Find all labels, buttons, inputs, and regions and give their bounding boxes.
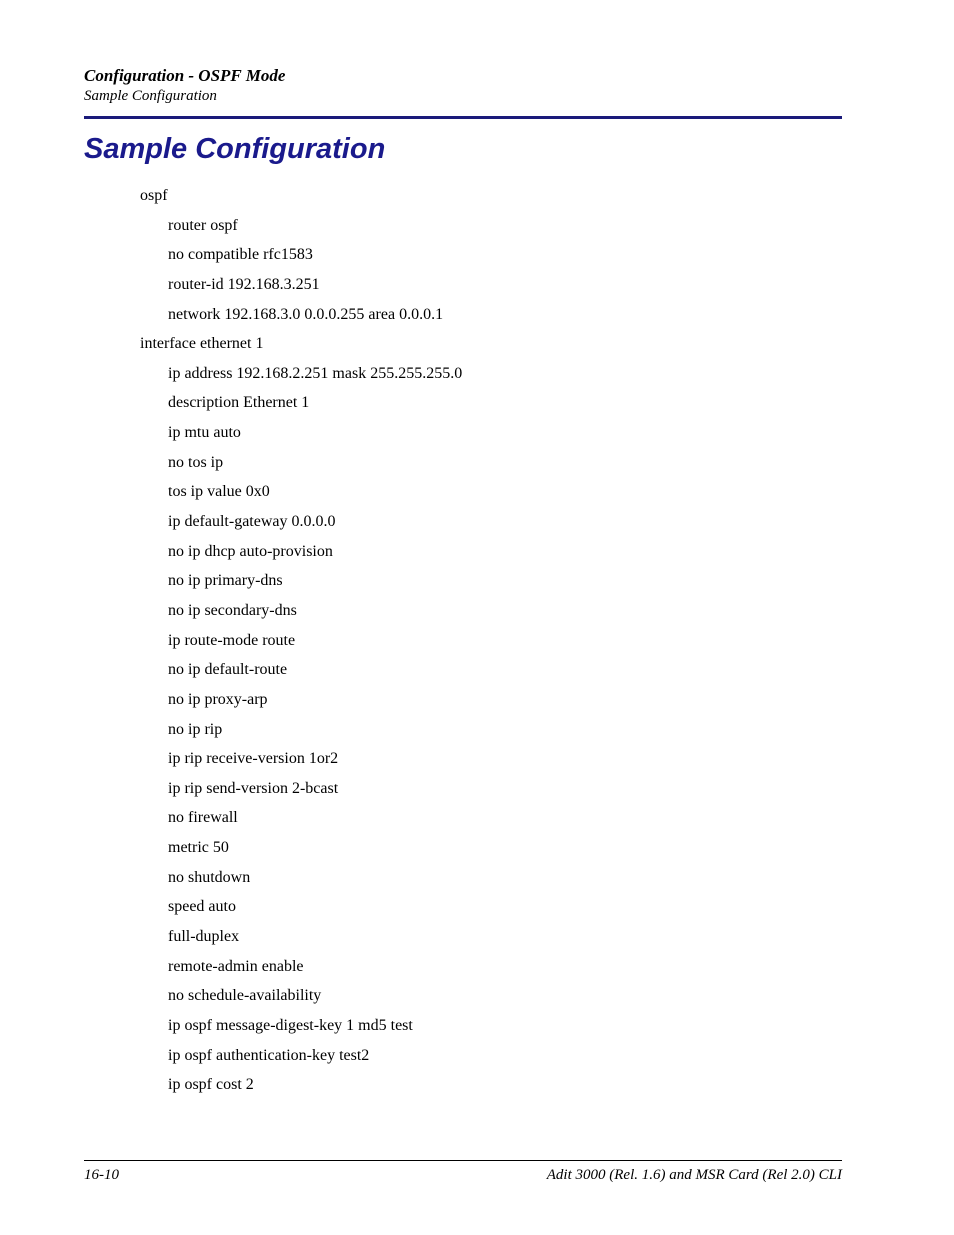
document-title: Adit 3000 (Rel. 1.6) and MSR Card (Rel 2.0) CLI — [546, 1167, 842, 1183]
config-line: full-duplex — [168, 928, 240, 946]
config-line: ip address 192.168.2.251 mask 255.255.255.0 — [168, 364, 463, 382]
config-line: no shutdown — [168, 868, 251, 886]
config-line: speed auto — [168, 898, 236, 916]
config-line: ip rip receive-version 1or2 — [168, 750, 339, 768]
config-line: router-id 192.168.3.251 — [168, 275, 320, 293]
config-line: no ip primary-dns — [168, 572, 283, 590]
config-listing — [0, 181, 954, 1100]
config-line: no ip rip — [168, 720, 223, 738]
config-line: no tos ip — [168, 453, 224, 471]
config-line: no firewall — [168, 809, 238, 827]
header-divider — [84, 116, 842, 119]
config-line: no schedule-availability — [168, 987, 322, 1005]
section-subtitle: Sample Configuration — [84, 88, 217, 104]
config-line: no ip secondary-dns — [168, 601, 297, 619]
footer-divider — [84, 1160, 842, 1161]
config-line: ip ospf message-digest-key 1 md5 test — [168, 1016, 413, 1034]
config-line: ip mtu auto — [168, 424, 241, 442]
config-line: ip ospf authentication-key test2 — [168, 1046, 370, 1064]
config-line: no ip dhcp auto-provision — [168, 542, 333, 560]
config-line: ip default-gateway 0.0.0.0 — [168, 513, 336, 531]
config-line: no ip default-route — [168, 661, 288, 679]
config-line: ip rip send-version 2-bcast — [168, 779, 339, 797]
config-line: no ip proxy-arp — [168, 690, 268, 708]
config-line: ip ospf cost 2 — [168, 1076, 254, 1094]
config-line: description Ethernet 1 — [168, 394, 310, 412]
config-line: no compatible rfc1583 — [168, 246, 313, 264]
config-line: metric 50 — [168, 839, 229, 857]
config-line: router ospf — [168, 216, 238, 234]
config-line: remote-admin enable — [168, 957, 304, 975]
config-line: interface ethernet 1 — [140, 335, 264, 353]
config-line: ip route-mode route — [168, 631, 296, 649]
chapter-title: Configuration - OSPF Mode — [84, 66, 286, 85]
config-line: network 192.168.3.0 0.0.0.255 area 0.0.0.1 — [168, 305, 444, 323]
config-line: tos ip value 0x0 — [168, 483, 270, 501]
page-number: 16-10 — [84, 1167, 119, 1183]
page-title: Sample Configuration — [84, 133, 386, 165]
config-line: ospf — [140, 187, 168, 204]
